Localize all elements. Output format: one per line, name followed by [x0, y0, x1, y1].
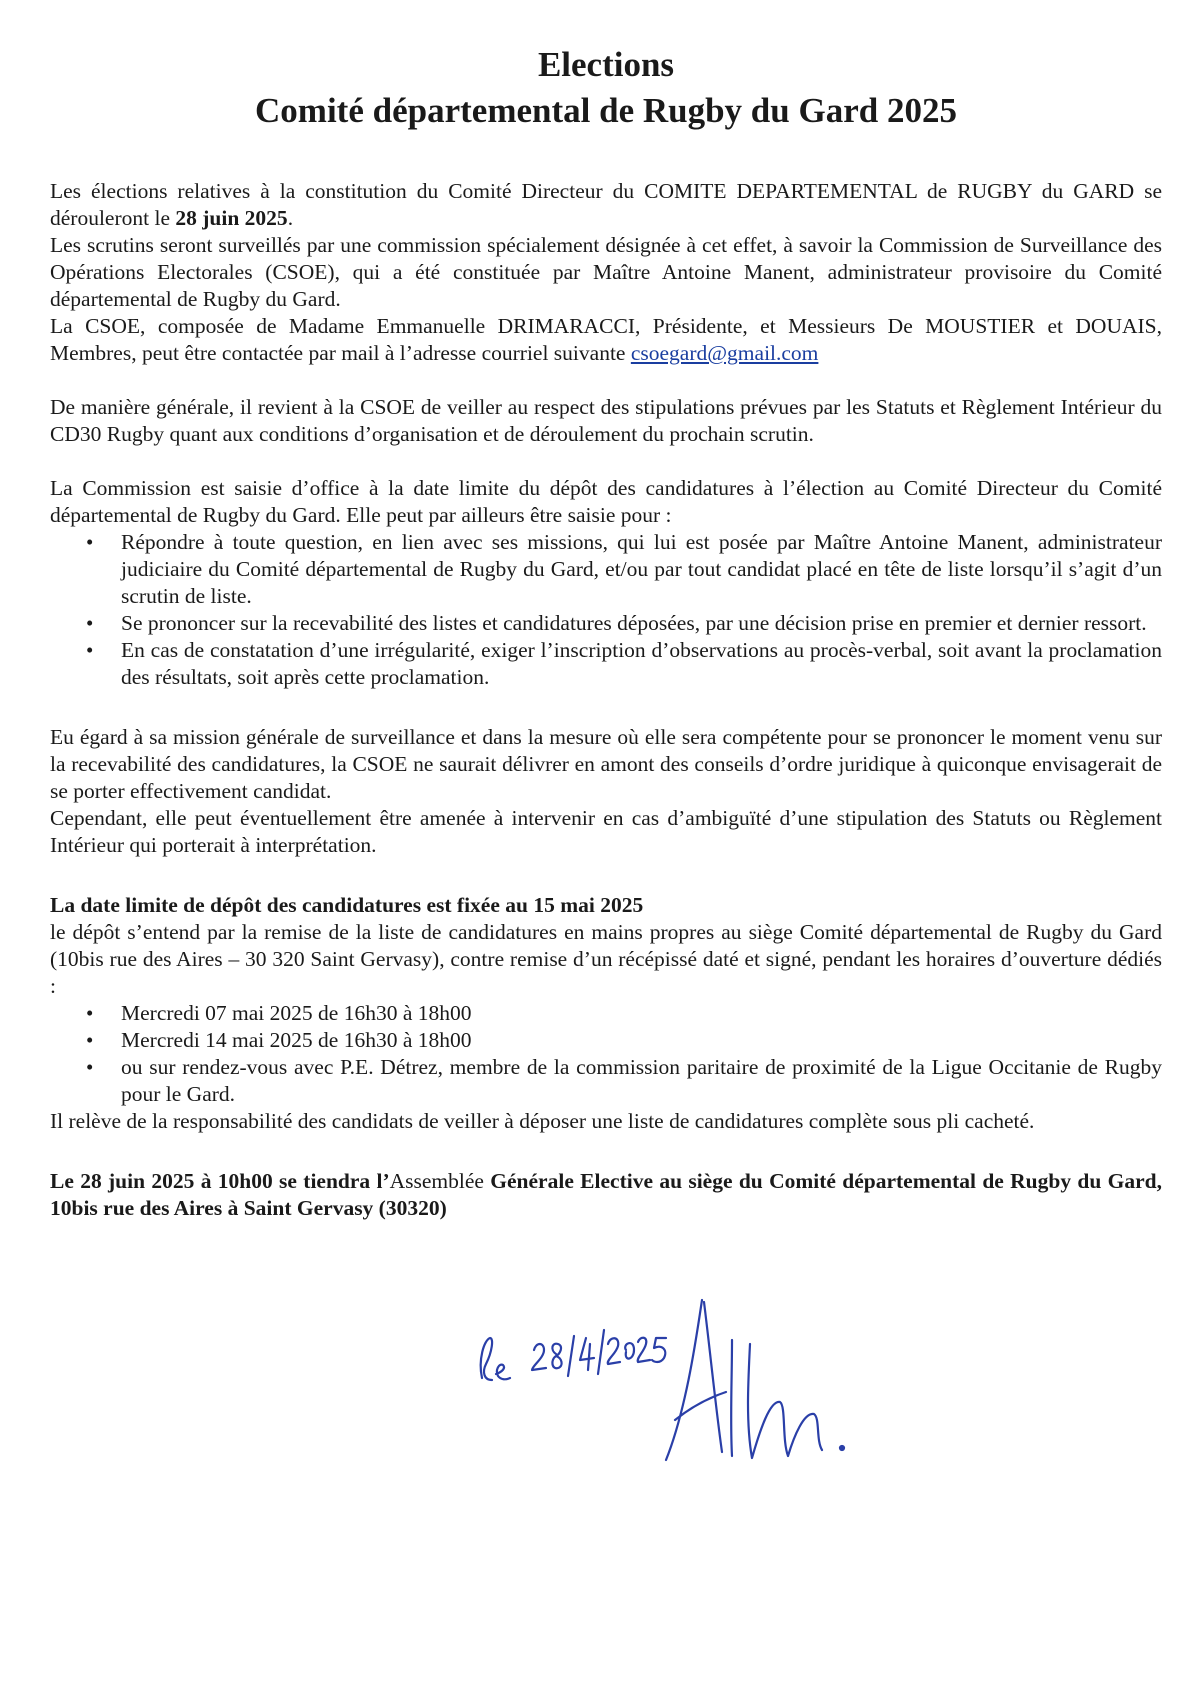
commission-missions-list	[50, 529, 1162, 691]
spacer	[50, 367, 1162, 394]
list-item: • En cas de constatation d’une irrégularité, exiger l’inscription d’observations au procès-verbal, soit avant la proclamation des résultats, soit après cette proclamation.	[86, 637, 1162, 691]
election-date: 28 juin 2025	[175, 206, 288, 230]
paragraph-ambiguity: Cependant, elle peut éventuellement être amenée à intervenir en cas d’ambiguïté d’une stipulation des Statuts ou Règlement Intérieur qui porterait à interprétation.	[50, 806, 1162, 857]
csoe-email-link[interactable]: csoegard@gmail.com	[630, 341, 819, 365]
paragraph-commission-seizure: La Commission est saisie d’office à la date limite du dépôt des candidatures à l’élection au Comité Directeur du Comité départemental de Rugby du Gard. Elle peut par ailleurs être saisie pour :	[50, 476, 1162, 527]
list-item: • Mercredi 07 mai 2025 de 16h30 à 18h00	[86, 1000, 1162, 1027]
paragraph-election-date	[50, 178, 1162, 232]
assembly-date-text: Le 28 juin 2025 à 10h00 se tiendra l’	[50, 1169, 390, 1193]
spacer	[50, 448, 1162, 475]
handwritten-signature	[470, 1280, 890, 1510]
assembly-location-text: Générale Elective au siège du Comité départemental de Rugby du Gard, 10bis rue des Aires à Saint Gervasy (30320)	[50, 1169, 1162, 1220]
opening-hours-list	[50, 1000, 1162, 1108]
election-date-intro: Les élections relatives à la constitution du Comité Directeur du COMITE DEPARTEMENTAL de RUGBY du GARD se dérouleront le	[50, 179, 1162, 230]
paragraph-csoe-members	[50, 313, 1162, 367]
document-body	[50, 178, 1162, 1222]
list-item: • Mercredi 14 mai 2025 de 16h30 à 18h00	[86, 1027, 1162, 1054]
title-line-2: Comité départemental de Rugby du Gard 2025	[255, 91, 957, 130]
election-date-end: .	[287, 206, 294, 230]
spacer	[50, 859, 1162, 892]
signature-block	[470, 1280, 890, 1510]
csoe-members-text: La CSOE, composée de Madame Emmanuelle DRIMARACCI, Présidente, et Messieurs De MOUSTIER et DOUAIS, Membres, peut être contactée par mail à l’adresse courriel suivante	[50, 314, 1162, 365]
assembly-word: Assemblée	[389, 1169, 491, 1193]
deadline-heading: La date limite de dépôt des candidatures est fixée au 15 mai 2025	[50, 893, 644, 917]
paragraph-candidate-responsibility: Il relève de la responsabilité des candidats de veiller à déposer une liste de candidatures complète sous pli cacheté.	[50, 1109, 1035, 1133]
page-title	[50, 42, 1162, 134]
list-item: • Répondre à toute question, en lien avec ses missions, qui lui est posée par Maître Antoine Manent, administrateur judiciaire du Comité départemental de Rugby du Gard, et/ou par tout candidat placé en tête de liste lorsqu’il s’agit d’un scrutin de liste.	[86, 529, 1162, 610]
list-item: • Se prononcer sur la recevabilité des listes et candidatures déposées, par une décision prise en premier et dernier ressort.	[86, 610, 1162, 637]
title-line-1: Elections	[537, 45, 675, 84]
paragraph-csoe-role: De manière générale, il revient à la CSOE de veiller au respect des stipulations prévues par les Statuts et Règlement Intérieur du CD30 Rugby quant aux conditions d’organisation et de déroulement du prochain scrutin.	[50, 395, 1162, 446]
paragraph-surveillance-mission: Eu égard à sa mission générale de surveillance et dans la mesure où elle sera compétente pour se prononcer le moment venu sur la recevabilité des candidatures, la CSOE ne saurait délivrer en amont des conseils d’ordre juridique à quiconque envisagerait de se porter effectivement candidat.	[50, 725, 1162, 803]
paragraph-csoe-constitution: Les scrutins seront surveillés par une commission spécialement désignée à cet effet, à savoir la Commission de Surveillance des Opérations Electorales (CSOE), qui a été constituée par Maître Antoine Manent, administrateur provisoire du Comité départemental de Rugby du Gard.	[50, 233, 1162, 311]
paragraph-deposit-conditions: le dépôt s’entend par la remise de la liste de candidatures en mains propres au siège Comité départemental de Rugby du Gard (10bis rue des Aires – 30 320 Saint Gervasy), contre remise d’un récépissé daté et signé, pendant les horaires d’ouverture dédiés :	[50, 920, 1162, 998]
spacer	[50, 691, 1162, 724]
spacer	[50, 1135, 1162, 1168]
paragraph-general-assembly	[50, 1168, 1162, 1222]
list-item: • ou sur rendez-vous avec P.E. Détrez, membre de la commission paritaire de proximité de la Ligue Occitanie de Rugby pour le Gard.	[86, 1054, 1162, 1108]
